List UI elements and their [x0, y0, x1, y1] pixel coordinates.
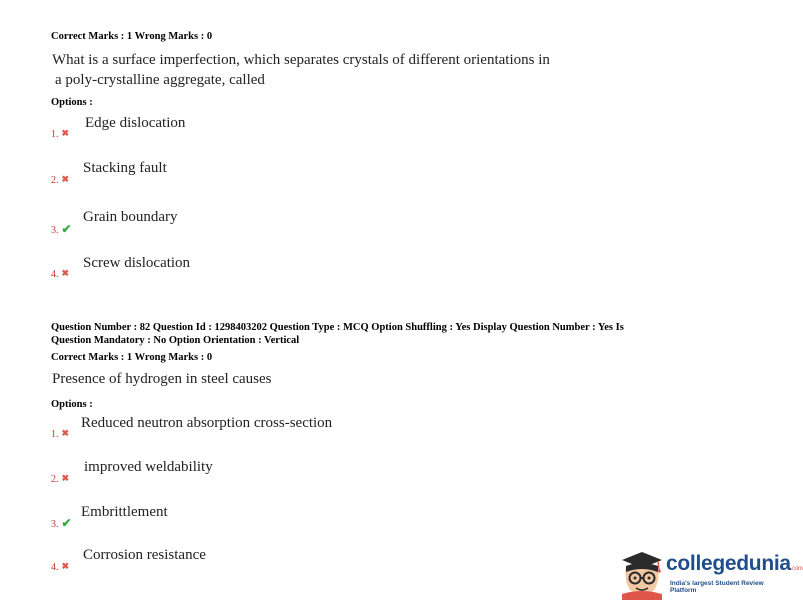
q1-option-4-number: 4. ✖: [51, 268, 70, 280]
q1-option-2-text: Stacking fault: [83, 160, 167, 176]
q2-info-line1: Question Number : 82 Question Id : 1298403202 Question Type : MCQ Option Shuffling : Yes Display Question Number : Yes Is: [51, 322, 624, 333]
q1-option-3-number: 3. ✔: [51, 222, 72, 236]
q1-option-1-text: Edge dislocation: [85, 115, 186, 131]
q2-option-4-number: 4. ✖: [51, 561, 70, 573]
cross-icon: ✖: [61, 128, 70, 138]
cross-icon: ✖: [61, 174, 70, 184]
cross-icon: ✖: [61, 268, 70, 278]
q2-option-4-text: Corrosion resistance: [83, 547, 206, 563]
q2-marks: Correct Marks : 1 Wrong Marks : 0: [51, 352, 213, 363]
logo-tagline: India's largest Student Review Platform: [670, 580, 764, 594]
q2-option-1-number: 1. ✖: [51, 428, 70, 440]
q2-option-2-text: improved weldability: [84, 459, 213, 475]
logo-wordmark: collegedunia.com: [666, 552, 803, 575]
collegedunia-logo: [614, 548, 803, 604]
q1-text-line2: a poly-crystalline aggregate, called: [55, 72, 265, 88]
q2-options-label: Options :: [51, 399, 93, 410]
cross-icon: ✖: [61, 561, 70, 571]
check-icon: ✔: [61, 516, 72, 530]
q2-text: Presence of hydrogen in steel causes: [52, 371, 272, 387]
q2-option-1-text: Reduced neutron absorption cross-section: [81, 415, 333, 431]
check-icon: ✔: [61, 222, 72, 236]
q2-option-2-number: 2. ✖: [51, 473, 70, 485]
q1-option-1-number: 1. ✖: [51, 128, 70, 140]
cross-icon: ✖: [61, 428, 70, 438]
q2-option-3-text: Embrittlement: [81, 504, 168, 520]
q1-option-2-number: 2. ✖: [51, 174, 70, 186]
q1-options-label: Options :: [51, 97, 93, 108]
q1-marks: Correct Marks : 1 Wrong Marks : 0: [51, 31, 213, 42]
q2-info-line2: Question Mandatory : No Option Orientation : Vertical: [51, 335, 300, 346]
q1-option-4-text: Screw dislocation: [83, 255, 191, 271]
cross-icon: ✖: [61, 473, 70, 483]
q1-text-line1: What is a surface imperfection, which separates crystals of different orientations in: [52, 52, 550, 68]
q1-option-3-text: Grain boundary: [83, 209, 178, 225]
student-mascot-icon: [618, 550, 664, 600]
q2-option-3-number: 3. ✔: [51, 516, 72, 530]
